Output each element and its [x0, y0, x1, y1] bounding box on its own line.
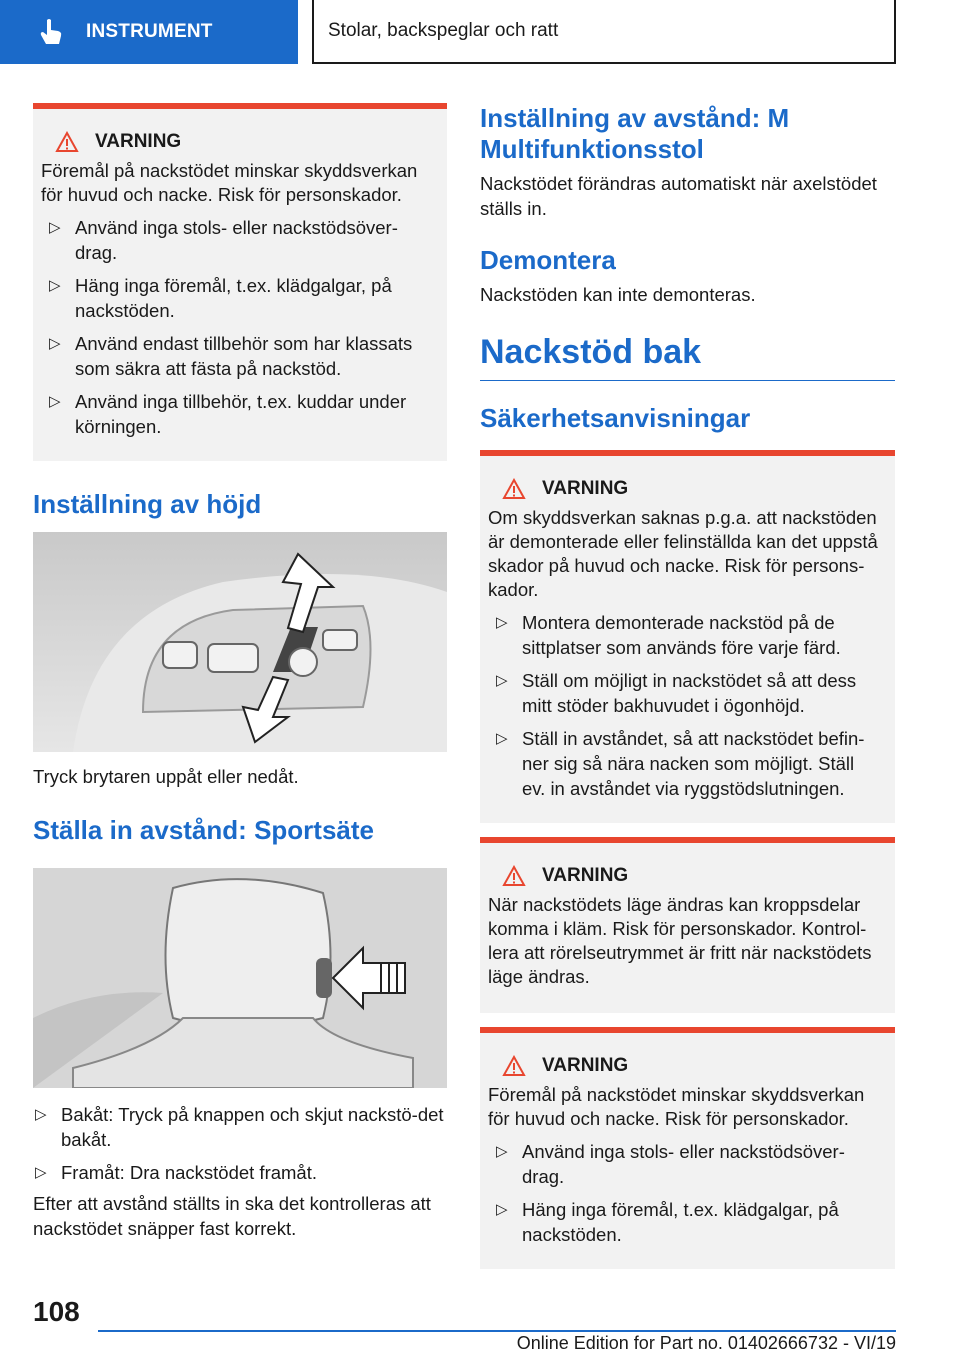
distance-note: Efter att avstånd ställts in ska det kontrolleras att nackstödet snäpper fast korrekt.: [33, 1193, 431, 1239]
right-column: [480, 103, 895, 1269]
headrest-image: [33, 868, 447, 1088]
section-heading: Inställning av höjd: [33, 489, 262, 519]
footer-divider: [98, 1330, 896, 1332]
warning-title: VARNING: [542, 478, 629, 499]
bullet-icon: ▷: [496, 1201, 508, 1218]
warning-triangle-icon: [502, 1055, 526, 1077]
list-item: ▷ Montera demonterade nackstöd på de sittplatser som används före varje färd.: [496, 612, 841, 658]
list-item: ▷ Häng inga föremål, t.ex. klädgalgar, på nackstöden.: [49, 275, 392, 321]
bullet-icon: ▷: [49, 335, 61, 352]
warning-title: VARNING: [95, 131, 182, 152]
list-item: ▷ Ställ in avståndet, så att nackstödet befin-ner sig så nära nacken som möjligt. Ställ ev. in avståndet via ryggstödslutningen.: [496, 728, 865, 799]
left-column: [33, 103, 447, 1241]
section-heading: Ställa in avstånd: Sportsäte: [33, 815, 374, 845]
chapter-header: [312, 0, 896, 64]
bullet-icon: ▷: [49, 219, 61, 236]
bullet-icon: ▷: [496, 1143, 508, 1160]
image-caption: Tryck brytaren uppåt eller nedåt.: [33, 766, 299, 787]
page-number: 108: [33, 1296, 80, 1327]
bullet-icon: ▷: [496, 730, 508, 747]
warning-list: [488, 1139, 881, 1247]
warning-box: [33, 103, 447, 461]
list-item: ▷ Framåt: Dra nackstödet framåt.: [35, 1162, 318, 1183]
warning-text: Om skyddsverkan saknas p.g.a. att nackstöden är demonterade eller felinställda kan det uppstå skador på huvud och nacke. Risk för persons-kador.: [488, 507, 878, 600]
list-item: ▷ Bakåt: Tryck på knappen och skjut nackstö-det bakåt.: [35, 1104, 444, 1150]
bullet-icon: ▷: [496, 614, 508, 631]
section-tab: [0, 0, 298, 64]
list-item: ▷ Använd inga tillbehör, t.ex. kuddar under körningen.: [49, 391, 407, 437]
section-heading: Demontera: [480, 245, 616, 275]
distance-list: [33, 1102, 447, 1185]
warning-title: VARNING: [542, 1055, 629, 1076]
bullet-icon: ▷: [496, 672, 508, 689]
warning-triangle-icon: [502, 865, 526, 887]
warning-triangle-icon: [502, 478, 526, 500]
paragraph: Nackstöden kan inte demonteras.: [480, 284, 756, 305]
seat-switch-image: [33, 532, 447, 752]
warning-text: Föremål på nackstödet minskar skyddsverkan för huvud och nacke. Risk för personskador.: [488, 1084, 865, 1129]
list-item: ▷ Ställ om möjligt in nackstödet så att dess mitt stöder bakhuvudet i ögonhöjd.: [496, 670, 857, 716]
warning-header: [502, 478, 881, 500]
warning-text: Föremål på nackstödet minskar skyddsverkan för huvud och nacke. Risk för personskador.: [41, 160, 418, 205]
chapter-title: Stolar, backspeglar och ratt: [328, 20, 559, 41]
section-heading: Säkerhetsanvisningar: [480, 403, 751, 433]
footer-edition: Online Edition for Part no. 01402666732 - VI/19: [516, 1333, 896, 1353]
bullet-icon: ▷: [35, 1106, 47, 1123]
list-item: ▷ Använd inga stols- eller nackstödsöver-drag.: [49, 217, 398, 263]
section-heading: Inställning av avstånd: M Multifunktionsstol: [480, 103, 790, 164]
warning-header: [55, 131, 433, 153]
bullet-icon: ▷: [49, 277, 61, 294]
warning-header: [502, 865, 881, 887]
list-item: ▷ Använd endast tillbehör som har klassats som säkra att fästa på nackstöd.: [49, 333, 413, 379]
warning-box: [480, 450, 895, 823]
warning-box: [480, 1027, 895, 1269]
bullet-icon: ▷: [35, 1164, 47, 1181]
bullet-icon: ▷: [49, 393, 61, 410]
warning-title: VARNING: [542, 865, 629, 886]
warning-header: [502, 1055, 881, 1077]
list-item: ▷ Häng inga föremål, t.ex. klädgalgar, på nackstöden.: [496, 1199, 839, 1245]
warning-list: [41, 215, 433, 439]
warning-box: [480, 837, 895, 1013]
warning-list: [488, 610, 881, 801]
warning-triangle-icon: [55, 131, 79, 153]
paragraph: Nackstödet förändras automatiskt när axelstödet ställs in.: [480, 173, 877, 219]
warning-text: När nackstödets läge ändras kan kroppsdelar komma i kläm. Risk för personskador. Kontrol-lera att rörelseutrymmet är fritt när nackstödets läge ändras.: [488, 894, 872, 987]
hand-pointer-icon: [36, 17, 66, 47]
section-title: INSTRUMENT: [86, 21, 213, 42]
chapter-heading: Nackstöd bak: [480, 333, 895, 381]
list-item: ▷ Använd inga stols- eller nackstödsöver-drag.: [496, 1141, 845, 1187]
